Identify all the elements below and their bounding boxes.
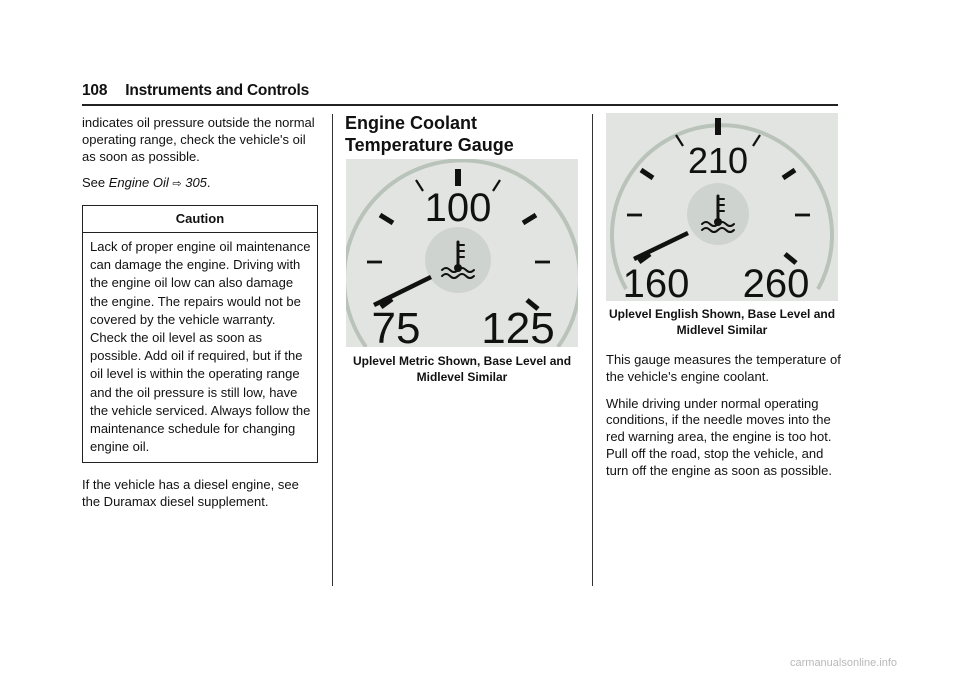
- caution-title: Caution: [83, 206, 317, 233]
- caption-line-1: Uplevel English Shown, Base Level and: [608, 307, 836, 321]
- page-number: 108: [82, 82, 108, 99]
- section-title: Instruments and Controls: [125, 82, 310, 99]
- engine-oil-link-text: Engine Oil: [108, 175, 169, 191]
- header-divider: [82, 104, 838, 106]
- caution-box: [82, 205, 318, 463]
- caption-line-1: Uplevel Metric Shown, Base Level and: [352, 354, 572, 368]
- right-column-text: [606, 352, 841, 490]
- engine-oil-link[interactable]: [109, 175, 207, 190]
- caution-text: Lack of proper engine oil maintenance can damage the engine. Driving with the engine oil low can also damage the engine. The repairs would not be covered by the vehicle warranty. Check the oil level as soon as possible. Add oil if required, but if the oil level is within the operating range and the oil pressure is still low, have the vehicle serviced. Always follow the maintenance schedule for changing engine oil.: [90, 238, 311, 455]
- gauge-label-top: 210: [687, 140, 749, 181]
- gauge-label-right: 125: [481, 304, 555, 347]
- engine-oil-page: 305: [185, 175, 207, 191]
- watermark: carmanualsonline.info: [790, 657, 898, 669]
- left-column: [82, 115, 320, 521]
- coolant-gauge-heading: Engine Coolant Temperature Gauge: [345, 113, 514, 155]
- gauge-description-paragraph: This gauge measures the temperature of the vehicle's engine coolant.: [606, 352, 841, 384]
- caption-line-2: Midlevel Similar: [676, 323, 768, 337]
- metric-coolant-gauge-image: [346, 159, 578, 347]
- see-reference: See Engine Oil ⇨ 305.: [82, 175, 211, 191]
- gauge-label-top: 100: [424, 186, 492, 230]
- english-coolant-gauge-image: [606, 113, 838, 301]
- column-divider-left: [332, 114, 333, 586]
- intro-paragraph: indicates oil pressure outside the normal operating range, check the vehicle's oil as soon as possible.: [82, 115, 315, 164]
- caption-line-2: Midlevel Similar: [416, 370, 508, 384]
- gauge-label-right: 260: [742, 262, 810, 301]
- gauge-label-left: 160: [622, 262, 690, 301]
- gauge-label-left: 75: [371, 304, 421, 347]
- see-prefix: See: [82, 175, 106, 191]
- metric-gauge-caption: [346, 353, 578, 385]
- page-arrow-icon: ⇨: [172, 178, 182, 191]
- page-header: [82, 82, 309, 100]
- overheat-warning-paragraph: While driving under normal operating conditions, if the needle moves into the red warning area, the engine is too hot. Pull off the road, stop the vehicle, and turn off the engine as soon as possible.: [606, 395, 832, 478]
- column-divider-right: [592, 114, 593, 586]
- english-gauge-caption: [606, 306, 838, 338]
- diesel-paragraph: If the vehicle has a diesel engine, see the Duramax diesel supplement.: [82, 477, 299, 510]
